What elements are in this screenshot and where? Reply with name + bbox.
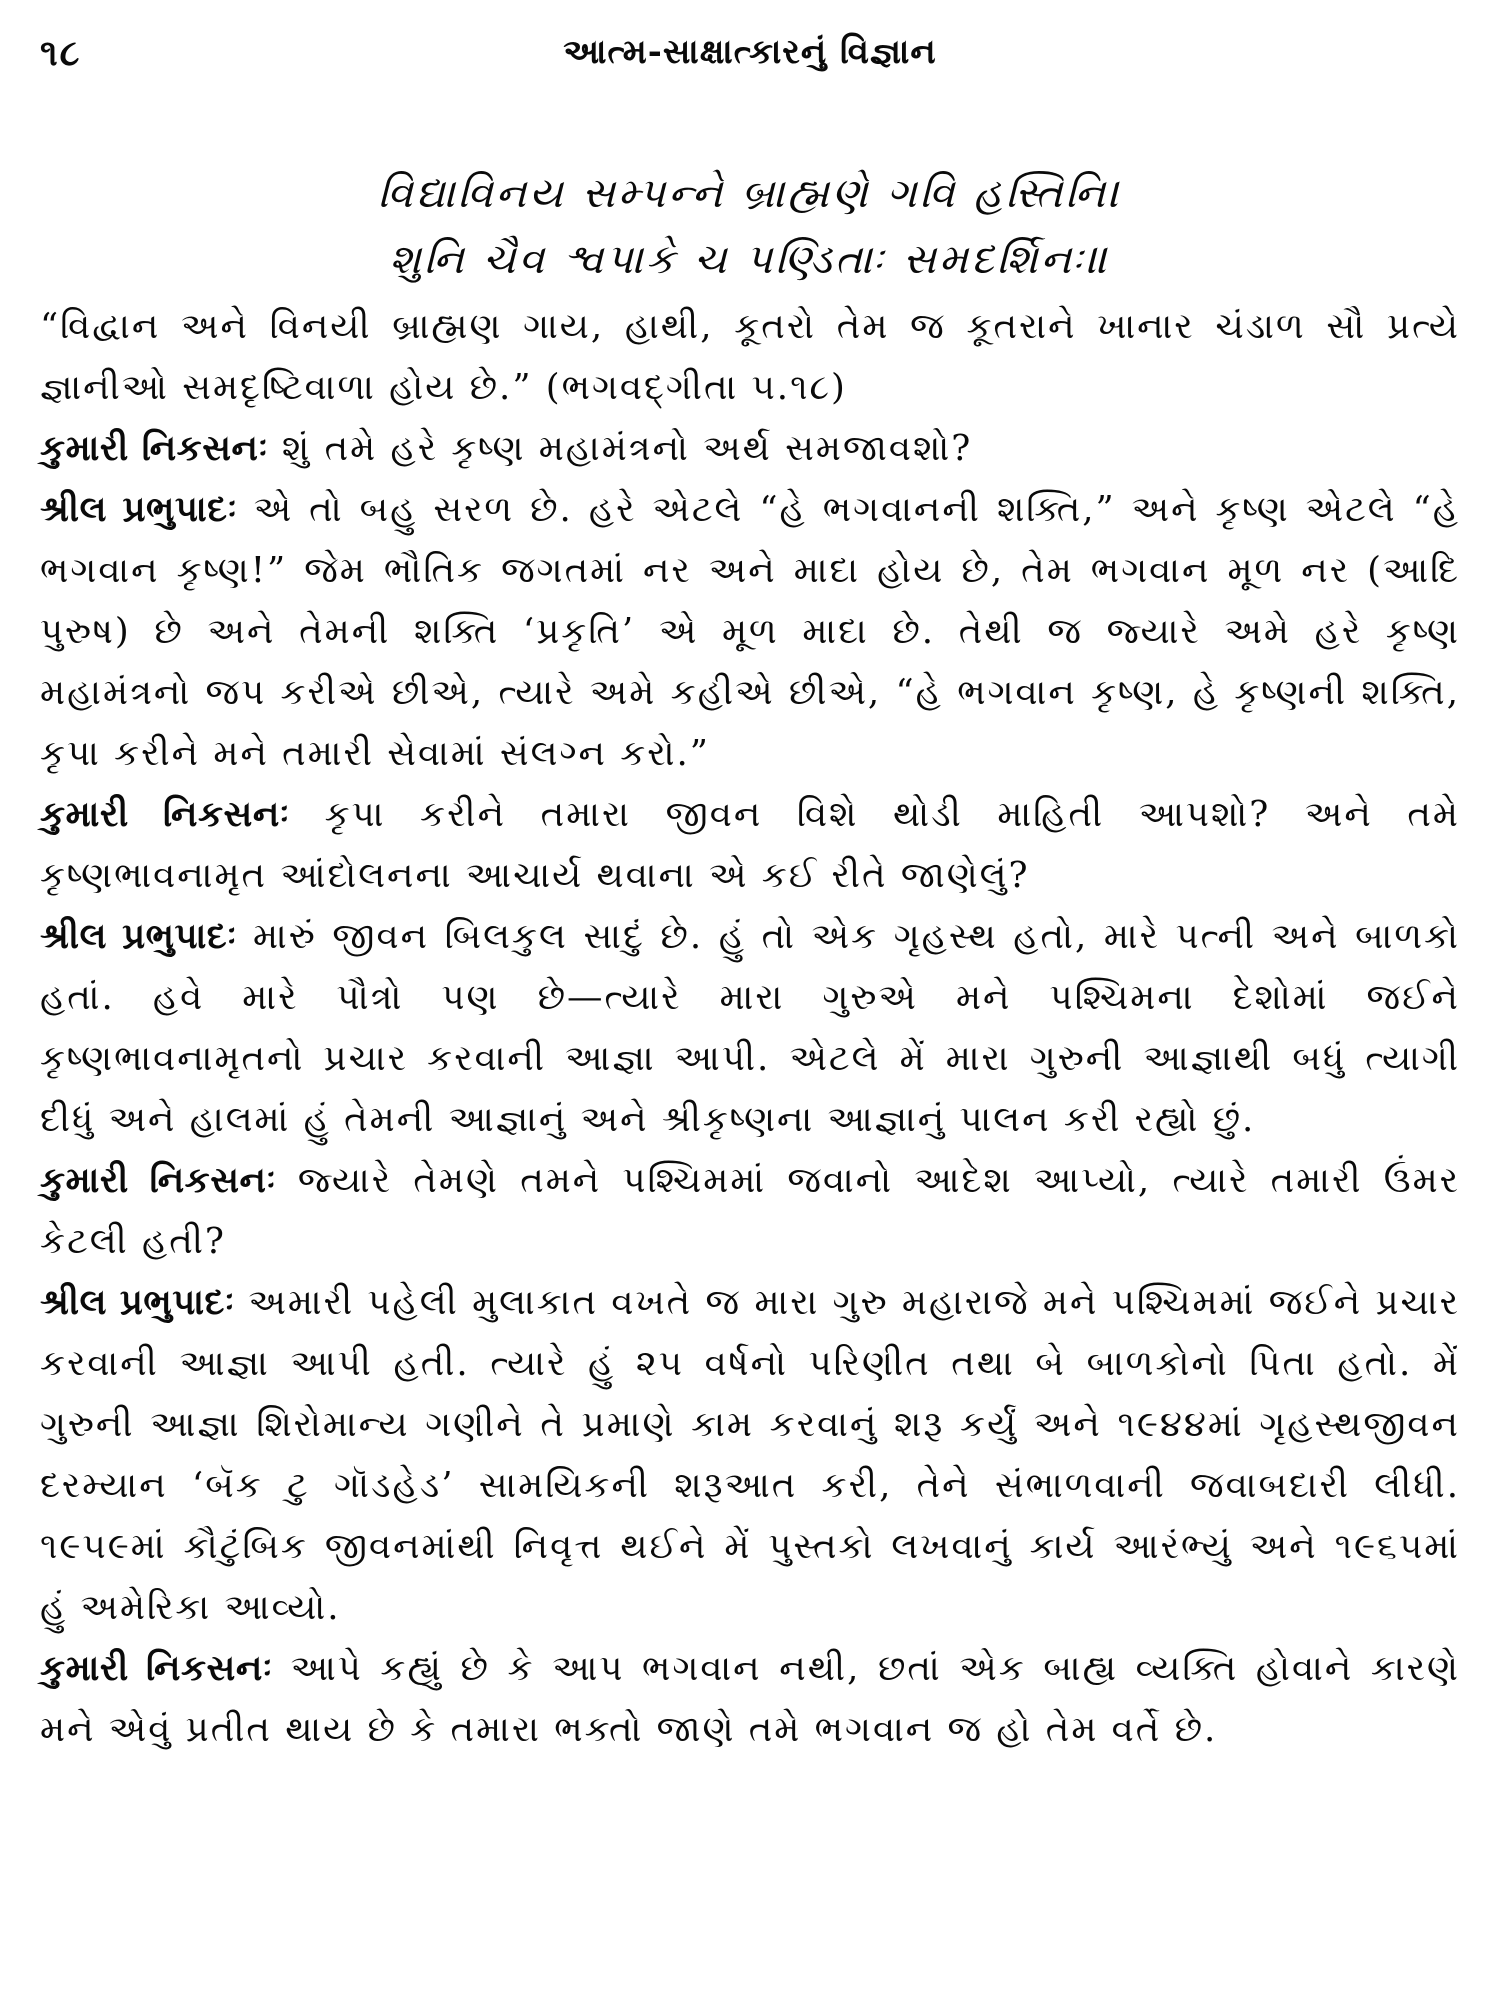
dialogue-paragraph	[40, 1272, 1460, 1638]
page-number: ૧૮	[40, 32, 82, 74]
paragraph-text: “વિદ્વાન અને વિનયી બ્રાહ્મણ ગાય, હાથી, કૂતરો તેમ જ કૂતરાને ખાનાર ચંડાળ સૌ પ્રત્યે જ્ઞાનીઓ સમદૃષ્ટિવાળા હોય છે.” (ભગવદ્‌ગીતા ૫.૧૮)	[40, 306, 1460, 408]
paragraph-text: શું તમે હરે કૃષ્ણ મહામંત્રનો અર્થ સમજાવશો?	[281, 428, 973, 469]
dialogue-paragraph	[40, 784, 1460, 906]
translation-paragraph	[40, 296, 1460, 418]
verse-line-1: વિદ્યાવિનય સમ્પન્ને બ્રાહ્મણે ગવિ હસ્તિનિ।	[377, 169, 1123, 217]
body-text	[40, 296, 1460, 1760]
speaker-label: શ્રીલ પ્રભુપાદઃ	[40, 489, 238, 530]
sanskrit-verse	[40, 160, 1460, 292]
running-head	[40, 28, 1460, 98]
speaker-label: કુમારી નિકસનઃ	[40, 1160, 277, 1201]
verse-line-2: શુનિ ચૈવ શ્વપાકે ચ પણ્ડિતાઃ સમદર્શિનઃ॥	[389, 235, 1111, 283]
speaker-label: કુમારી નિકસનઃ	[40, 794, 290, 835]
paragraph-text: આપે કહ્યું છે કે આપ ભગવાન નથી, છતાં એક બાહ્ય વ્યક્તિ હોવાને કારણે મને એવું પ્રતીત થાય છે કે તમારા ભક્તો જાણે તમે ભગવાન જ હો તેમ વર્તે છે.	[40, 1648, 1460, 1750]
dialogue-paragraph	[40, 1638, 1460, 1760]
speaker-label: કુમારી નિકસનઃ	[40, 1648, 273, 1689]
paragraph-text: જ્યારે તેમણે તમને પશ્ચિમમાં જવાનો આદેશ આપ્યો, ત્યારે તમારી ઉંમર કેટલી હતી?	[40, 1160, 1460, 1262]
dialogue-paragraph	[40, 418, 1460, 479]
paragraph-text: મારું જીવન બિલકુલ સાદું છે. હું તો એક ગૃહસ્થ હતો, મારે પત્ની અને બાળકો હતાં. હવે મારે પૌત્રો પણ છે—ત્યારે મારા ગુરુએ મને પશ્ચિમના દેશોમાં જઈને કૃષ્ણભાવનામૃતનો પ્રચાર કરવાની આજ્ઞા આપી. એટલે મેં મારા ગુરુની આજ્ઞાથી બધું ત્યાગી દીધું અને હાલમાં હું તેમની આજ્ઞાનું અને શ્રીકૃષ્ણના આજ્ઞાનું પાલન કરી રહ્યો છું.	[40, 916, 1461, 1140]
dialogue-paragraph	[40, 479, 1460, 784]
paragraph-text: કૃપા કરીને તમારા જીવન વિશે થોડી માહિતી આપશો? અને તમે કૃષ્ણભાવનામૃત આંદોલનના આચાર્ય થવાના એ કઈ રીતે જાણેલું?	[40, 794, 1460, 896]
paragraph-text: અમારી પહેલી મુલાકાત વખતે જ મારા ગુરુ મહારાજે મને પશ્ચિમમાં જઈને પ્રચાર કરવાની આજ્ઞા આપી હતી. ત્યારે હું ૨૫ વર્ષનો પરિણીત તથા બે બાળકોનો પિતા હતો. મેં ગુરુની આજ્ઞા શિરોમાન્ય ગણીને તે પ્રમાણે કામ કરવાનું શરૂ કર્યું અને ૧૯૪૪માં ગૃહસ્થજીવન દરમ્યાન ‘બૅક ટુ ગૉડહેડ’ સામયિકની શરૂઆત કરી, તેને સંભાળવાની જવાબદારી લીધી. ૧૯૫૯માં કૌટુંબિક જીવનમાંથી નિવૃત્ત થઈને મેં પુસ્તકો લખવાનું કાર્ય આરંભ્યું અને ૧૯૬૫માં હું અમેરિકા આવ્યો.	[40, 1282, 1460, 1628]
speaker-label: કુમારી નિકસનઃ	[40, 428, 269, 469]
speaker-label: શ્રીલ પ્રભુપાદઃ	[40, 916, 238, 957]
book-title: આત્મ-સાક્ષાત્કારનું વિજ્ઞાન	[563, 32, 937, 72]
paragraph-text: એ તો બહુ સરળ છે. હરે એટલે “હે ભગવાનની શક્તિ,” અને કૃષ્ણ એટલે “હે ભગવાન કૃષ્ણ!” જેમ ભૌતિક જગતમાં નર અને માદા હોય છે, તેમ ભગવાન મૂળ નર (આદિ પુરુષ) છે અને તેમની શક્તિ ‘પ્રકૃતિ’ એ મૂળ માદા છે. તેથી જ જ્યારે અમે હરે કૃષ્ણ મહામંત્રનો જપ કરીએ છીએ, ત્યારે અમે કહીએ છીએ, “હે ભગવાન કૃષ્ણ, હે કૃષ્ણની શક્તિ, કૃપા કરીને મને તમારી સેવામાં સંલગ્ન કરો.”	[40, 489, 1460, 774]
speaker-label: શ્રીલ પ્રભુપાદઃ	[40, 1282, 236, 1323]
dialogue-paragraph	[40, 906, 1460, 1150]
dialogue-paragraph	[40, 1150, 1460, 1272]
